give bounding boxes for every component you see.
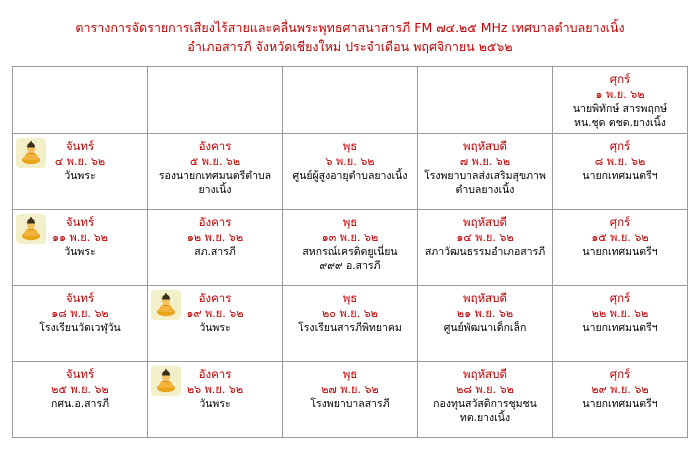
schedule-cell [148,210,283,286]
schedule-cell-content [553,210,687,285]
day-name: อังคาร [198,291,232,305]
schedule-cell-content [13,362,147,437]
title-line-2: อำเภอสารภี จังหวัดเชียงใหม่ ประจำเดือน พฤศจิกายน ๒๕๖๒ [187,39,513,54]
day-name: พฤหัสบดี [463,367,507,381]
detail-line: วันพระ [199,398,231,410]
date-label: ๒๖ พ.ย. ๖๒ [186,383,244,396]
detail-line: วันพระ [199,322,231,334]
detail-line: ศูนย์พัฒนาเด็กเล็ก [443,322,527,334]
date-label: ๑๓ พ.ย. ๖๒ [321,231,379,244]
schedule-cell-empty [148,67,283,134]
detail-line: ศูนย์ผู้สูงอายุตำบลยางเนิ้ง [292,170,408,182]
date-label: ๑ พ.ย. ๖๒ [595,88,645,101]
schedule-cell-content [148,286,282,361]
detail-line: โรงพยาบาลส่งเสริมสุขภาพ [424,170,546,182]
day-name: พฤหัสบดี [463,291,507,305]
detail-line: ตำบลยางเนิ้ง [455,184,515,196]
detail-line: โรงเรียนสารภีพิทยาคม [298,322,402,334]
date-label: ๗ พ.ย. ๖๒ [459,155,511,168]
schedule-row [13,67,688,134]
date-label: ๒๙ พ.ย. ๖๒ [591,383,649,396]
schedule-cell-content [553,67,687,133]
buddha-icon [151,290,181,320]
schedule-cell [283,210,418,286]
detail-line: หน.ชุด ตชด.ยางเนิ้ง [574,117,666,129]
schedule-table-body [13,67,688,438]
schedule-cell-content [418,134,552,209]
schedule-table [12,66,688,438]
schedule-cell-content [13,134,147,209]
schedule-cell [418,362,553,438]
detail-line: วันพระ [64,170,96,182]
detail-line: รองนายกเทศมนตรีตำบลยางเนิ้ง [158,170,272,196]
schedule-cell [13,286,148,362]
schedule-row [13,210,688,286]
schedule-cell-content [283,362,417,437]
buddha-icon [16,138,46,168]
schedule-cell-content [283,210,417,285]
date-label: ๖ พ.ย. ๖๒ [325,155,375,168]
date-label: ๑๘ พ.ย. ๖๒ [51,307,109,320]
date-label: ๑๙ พ.ย. ๖๒ [186,307,244,320]
schedule-row [13,362,688,438]
day-name: ศุกร์ [609,215,631,229]
schedule-cell [13,134,148,210]
date-label: ๒๕ พ.ย. ๖๒ [51,383,109,396]
schedule-cell-content [283,286,417,361]
schedule-cell-content [418,362,552,437]
detail-line: วันพระ [64,246,96,258]
day-name: พุธ [342,367,358,381]
day-name: ศุกร์ [609,291,631,305]
buddha-icon [151,366,181,396]
schedule-cell-content [553,286,687,361]
schedule-cell-empty [418,67,553,134]
day-name: จันทร์ [65,215,95,229]
schedule-cell [553,210,688,286]
day-name: อังคาร [198,139,232,153]
schedule-cell-empty [283,67,418,134]
date-label: ๔ พ.ย. ๖๒ [54,155,106,168]
schedule-cell [13,362,148,438]
schedule-cell-content [148,210,282,285]
buddha-icon [16,214,46,244]
schedule-cell [553,362,688,438]
schedule-row [13,286,688,362]
detail-line: โรงเรียนวัดเวฬุวัน [39,322,121,334]
detail-line: กองทุนสวัสดิการชุมชน [433,398,537,410]
day-name: จันทร์ [65,291,95,305]
date-label: ๒๐ พ.ย. ๖๒ [322,307,378,320]
schedule-cell [418,210,553,286]
detail-line: สหกรณ์เครดิตยูเนี่ยน [302,246,398,258]
date-label: ๒๑ พ.ย. ๖๒ [456,307,514,320]
schedule-cell-content [553,134,687,209]
day-name: พฤหัสบดี [463,215,507,229]
date-label: ๕ พ.ย. ๖๒ [189,155,241,168]
day-name: อังคาร [198,367,232,381]
schedule-cell [418,134,553,210]
date-label: ๒๗ พ.ย. ๖๒ [321,383,379,396]
detail-line: สภาวัฒนธรรมอำเภอสารภี [424,246,546,258]
schedule-cell [148,134,283,210]
date-label: ๑๔ พ.ย. ๖๒ [456,231,514,244]
schedule-cell-empty [13,67,148,134]
day-name: พุธ [342,139,358,153]
title-line-1: ตารางการจัดรายการเสียงไร้สายและคลื่นพระพุทธศาสนาสารภี FM ๗๔.๒๕ MHz เทศบาลตำบลยางเนิ้ง [75,20,625,35]
day-name: จันทร์ [65,139,95,153]
schedule-cell [418,286,553,362]
schedule-cell [13,210,148,286]
detail-line: นายกเทศมนตรีฯ [582,398,658,410]
day-name: พุธ [342,215,358,229]
schedule-cell [283,134,418,210]
schedule-cell-content [148,134,282,209]
schedule-cell [283,286,418,362]
schedule-cell-content [148,362,282,437]
schedule-cell-content [13,210,147,285]
schedule-cell [553,67,688,134]
day-name: ศุกร์ [609,139,631,153]
date-label: ๒๒ พ.ย. ๖๒ [591,307,649,320]
day-name: จันทร์ [65,367,95,381]
date-label: ๒๘ พ.ย. ๖๒ [456,383,514,396]
schedule-cell [553,286,688,362]
schedule-cell [148,362,283,438]
document-title [0,0,700,56]
schedule-cell-content [553,362,687,437]
date-label: ๑๒ พ.ย. ๖๒ [186,231,244,244]
day-name: ศุกร์ [609,72,631,86]
date-label: ๑๕ พ.ย. ๖๒ [591,231,649,244]
schedule-cell-content [283,134,417,209]
detail-line: ๙๙๙ อ.สารภี [319,260,381,272]
day-name: ศุกร์ [609,367,631,381]
schedule-row [13,134,688,210]
schedule-cell [283,362,418,438]
detail-line: สภ.สารภี [194,246,236,258]
day-name: พุธ [342,291,358,305]
detail-line: นายกเทศมนตรีฯ [582,170,658,182]
schedule-cell [553,134,688,210]
schedule-cell-content [418,286,552,361]
schedule-cell-content [418,210,552,285]
date-label: ๘ พ.ย. ๖๒ [594,155,646,168]
detail-line: นายกเทศมนตรีฯ [582,246,658,258]
schedule-cell-content [13,286,147,361]
detail-line: นายกเทศมนตรีฯ [582,322,658,334]
day-name: อังคาร [198,215,232,229]
date-label: ๑๑ พ.ย. ๖๒ [52,231,108,244]
day-name: พฤหัสบดี [463,139,507,153]
detail-line: นายพิทักษ์ สารพฤกษ์ [572,103,668,115]
detail-line: โรงพยาบาลสารภี [310,398,390,410]
detail-line: ทต.ยางเนิ้ง [459,412,511,424]
detail-line: กศน.อ.สารภี [50,398,110,410]
schedule-cell [148,286,283,362]
